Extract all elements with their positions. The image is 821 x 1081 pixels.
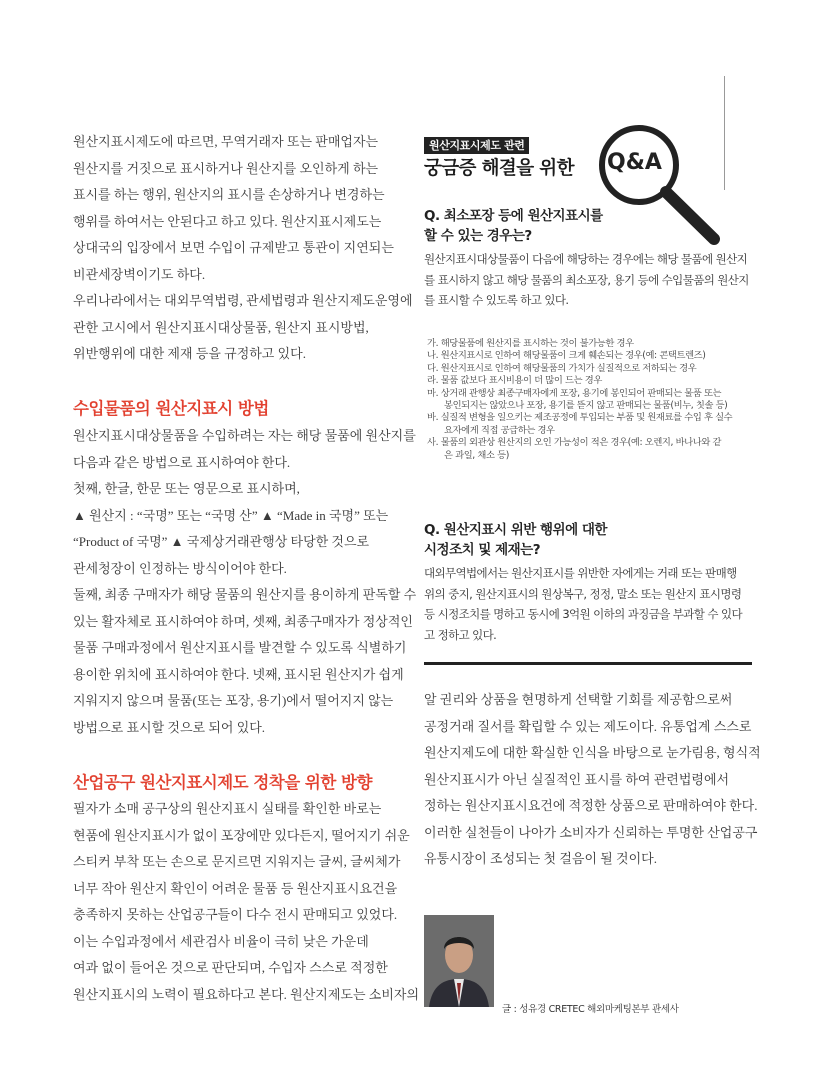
qa-tag: 원산지표시제도 관련 [424, 134, 529, 153]
list-item-text: 사. 물품의 외관상 원산지의 오인 가능성이 적은 경우(예: 오렌지, 바나나와 같 [427, 437, 722, 449]
list-item-text: 라. 물품 값보다 표시비용이 더 많이 드는 경우 [427, 375, 602, 387]
conclusion-paragraph [424, 687, 761, 873]
text-line: 필자가 소매 공구상의 원산지표시 실태를 확인한 바로는 [73, 801, 382, 816]
list-item-text: 마. 상거래 관행상 최종구매자에게 포장, 용기에 봉인되어 판매되는 물품 또는 [427, 387, 722, 399]
text-line: 고 정하고 있다. [424, 627, 497, 642]
text-line: 원산지표시대상물품을 수입하려는 자는 해당 물품에 원산지를 [73, 428, 416, 443]
text-line: 원산지표시가 아닌 실질적인 표시를 하여 관련법령에서 [424, 771, 730, 787]
qa-title: 궁금증 해결을 위한 [424, 158, 574, 179]
intro-paragraph [73, 129, 413, 368]
author-caption: 글 : 성유경 CRETEC 해외마케팅본부 관세사 [502, 1004, 679, 1015]
question-2 [424, 520, 607, 560]
text-line: 시정조치 및 제재는? [424, 542, 541, 558]
list-item-continuation: 요자에게 직접 공급하는 경우 [444, 424, 555, 436]
text-line: 위반행위에 대한 제재 등을 규정하고 있다. [73, 346, 306, 361]
text-line: 등 시정조치를 명하고 동시에 3억원 이하의 과징금을 부과할 수 있다 [424, 607, 742, 621]
condition-list [427, 338, 732, 462]
text-line: 충족하지 못하는 산업공구들이 다수 전시 판매되고 있었다. [73, 907, 398, 922]
list-item [427, 350, 732, 362]
text-line: 물품 구매과정에서 원산지표시를 발견할 수 있도록 식별하기 [73, 640, 407, 655]
list-item [427, 412, 732, 437]
list-item-continuation: 봉인되지는 않았으나 포장, 용기를 뜯지 않고 판매되는 물품(비누, 칫솔 등) [444, 400, 728, 412]
text-line: 할 수 있는 경우는? [424, 228, 532, 244]
text-line: ▲ 원산지 : “국명” 또는 “국명 산” ▲ “Made in 국명” 또는 [73, 507, 389, 523]
magnifier-qa-icon [594, 118, 724, 248]
author-portrait-icon [424, 915, 494, 1007]
text-line: 다음과 같은 방법으로 표시하여야 한다. [73, 454, 291, 470]
list-item [427, 363, 732, 375]
list-item-text: 다. 원산지표시로 인하여 해당물품의 가치가 실질적으로 저하되는 경우 [427, 362, 697, 374]
list-item [427, 437, 732, 462]
text-line: 관세청장이 인정하는 방식이어야 한다. [73, 560, 287, 576]
text-line: 방법으로 표시할 것으로 되어 있다. [73, 719, 266, 735]
text-line: 위의 중지, 원산지표시의 원상복구, 정정, 말소 또는 원산지 표시명령 [424, 586, 742, 601]
text-line: 관한 고시에서 원산지표시대상물품, 원산지 표시방법, [73, 319, 369, 335]
text-line: 스티커 부착 또는 손으로 문지르면 지워지는 글씨, 글씨체가 [73, 854, 401, 869]
text-line: 지워지지 않으며 물품(또는 포장, 용기)에서 떨어지지 않는 [73, 693, 394, 708]
list-item-text: 바. 실질적 변형을 일으키는 제조공정에 투입되는 부품 및 원재료를 수입 후 실수 [427, 412, 733, 424]
answer-1 [424, 249, 749, 311]
text-line: 너무 작아 원산지 확인이 어려운 물품 등 원산지표시요건을 [73, 880, 398, 896]
qa-badge-text: Q&A [607, 150, 662, 175]
text-line: 유통시장이 조성되는 첫 걸음이 될 것이다. [424, 851, 657, 866]
list-item-text: 가. 해당물품에 원산지를 표시하는 것이 불가능한 경우 [427, 338, 634, 349]
answer-2 [424, 563, 742, 645]
text-line: 상대국의 입장에서 보면 수입이 규제받고 통관이 지연되는 [73, 240, 394, 255]
text-line: 이는 수입과정에서 세관검사 비율이 극히 낮은 가운데 [73, 933, 369, 949]
text-line: Q. 최소포장 등에 원산지표시를 [424, 208, 603, 224]
list-item-text: 나. 원산지표시로 인하여 해당물품이 크게 훼손되는 경우(예: 콘택트렌즈) [427, 350, 706, 362]
author-photo [424, 915, 494, 1007]
text-line: 원산지표시제도에 따르면, 무역거래자 또는 판매업자는 [73, 134, 379, 149]
question-1 [424, 206, 603, 246]
qa-bottom-rule [424, 662, 752, 665]
text-line: 이러한 실천들이 나아가 소비자가 신뢰하는 투명한 산업공구 [424, 824, 758, 840]
magnifier-icon [594, 118, 724, 248]
text-line: “Product of 국명” ▲ 국제상거래관행상 타당한 것으로 [73, 534, 370, 549]
import-marking-paragraph [73, 423, 416, 741]
text-line: 행위를 하여서는 안된다고 하고 있다. 원산지표시제도는 [73, 213, 382, 229]
text-line: 대외무역법에서는 원산지표시를 위반한 자에게는 거래 또는 판매행 [424, 566, 737, 580]
list-item-continuation: 은 과일, 채소 등) [444, 449, 509, 461]
text-line: 표시를 하는 행위, 원산지의 표시를 손상하거나 변경하는 [73, 187, 385, 202]
text-line: 알 권리와 상품을 현명하게 선택할 기회를 제공함으로써 [424, 692, 733, 707]
qa-box-frame-line [724, 76, 725, 190]
text-line: 용이한 위치에 표시하여야 한다. 넷째, 표시된 원산지가 쉽게 [73, 666, 404, 682]
left-column [73, 129, 413, 368]
direction-paragraph [73, 796, 419, 1008]
section-heading-direction: 산업공구 원산지표시제도 정착을 위한 방향 [73, 773, 372, 792]
text-line: 여과 없이 들어온 것으로 판단되며, 수입자 스스로 적정한 [73, 960, 388, 975]
list-item [427, 338, 732, 350]
text-line: 둘째, 최종 구매자가 해당 물품의 원산지를 용이하게 판독할 수 [73, 587, 417, 602]
section-heading-import-marking: 수입물품의 원산지표시 방법 [73, 399, 269, 418]
list-item [427, 388, 732, 413]
text-line: 원산지표시의 노력이 필요하다고 본다. 원산지제도는 소비자의 [73, 986, 420, 1002]
text-line: 비관세장벽이기도 하다. [73, 266, 206, 282]
text-line: 를 표시하지 않고 해당 물품의 최소포장, 용기 등에 수입물품의 원산지 [424, 272, 749, 287]
text-line: 원산지제도에 대한 확실한 인식을 바탕으로 눈가림용, 형식적 [424, 745, 761, 760]
text-line: 우리나라에서는 대외무역법령, 관세법령과 원산지제도운영에 [73, 293, 413, 308]
list-item [427, 375, 732, 387]
text-line: 를 표시할 수 있도록 하고 있다. [424, 293, 569, 307]
text-line: 원산지표시대상물품이 다음에 해당하는 경우에는 해당 물품에 원산지 [424, 252, 748, 266]
text-line: 첫째, 한글, 한문 또는 영문으로 표시하며, [73, 481, 300, 496]
text-line: 공정거래 질서를 확립할 수 있는 제도이다. 유통업계 스스로 [424, 718, 752, 734]
text-line: Q. 원산지표시 위반 행위에 대한 [424, 522, 607, 538]
text-line: 원산지를 거짓으로 표시하거나 원산지를 오인하게 하는 [73, 160, 379, 176]
text-line: 현품에 원산지표시가 없이 포장에만 있다든지, 떨어지기 쉬운 [73, 827, 410, 843]
text-line: 있는 활자체로 표시하여야 하며, 셋째, 최종구매자가 정상적인 [73, 613, 413, 629]
text-line: 정하는 원산지표시요건에 적정한 상품으로 판매하여야 한다. [424, 798, 758, 813]
